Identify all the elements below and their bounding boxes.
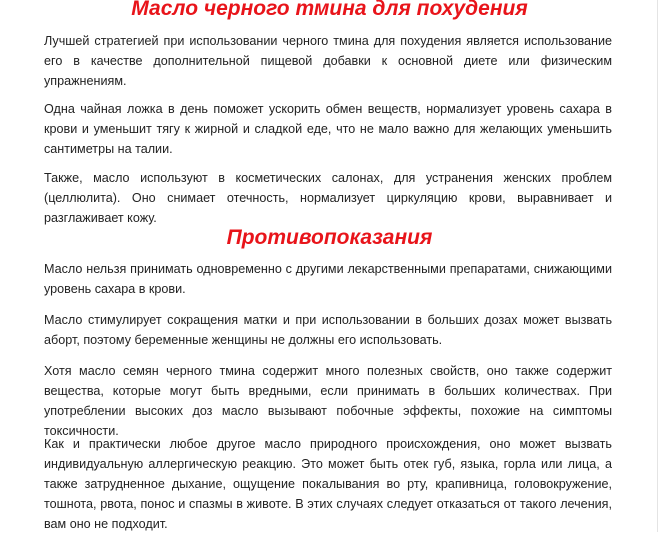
paragraph-toxicity-warning: Хотя масло семян черного тмина содержит много полезных свойств, оно также содержит вещества, которые могут быть вредными, если принимать в больших количествах. При употреблении высоких доз масло вызывают побочные эффекты, похожие на симптомы токсичности. — [44, 364, 612, 438]
section-heading-weight-loss: Масло черного тмина для похудения — [131, 0, 528, 20]
paragraph-drug-interaction: Масло нельзя принимать одновременно с другими лекарственными препаратами, снижающими уровень сахара в крови. — [44, 262, 612, 296]
paragraph-strategy: Лучшей стратегией при использовании черного тмина для похудения является использование его в качестве дополнительной пищевой добавки к основной диете или физическим упражнениям. — [44, 34, 612, 88]
section-heading-contraindications: Противопоказания — [226, 226, 433, 249]
paragraph-allergy-warning: Как и практически любое другое масло природного происхождения, оно может вызвать индивидуальную аллергическую реакцию. Это может быть отек губ, языка, горла или лица, а также затрудненное дыхание, ощущение покалывания во рту, крапивница, головокружение, тошнота, рвота, понос и спазмы в животе. В этих случаях следует отказаться от такого лечения, вам оно не подходит. — [44, 437, 612, 531]
right-edge-divider — [657, 0, 658, 532]
paragraph-pregnancy-warning: Масло стимулирует сокращения матки и при использовании в больших дозах может вызвать аборт, поэтому беременные женщины не должны его использовать. — [44, 313, 612, 347]
paragraph-daily-dose: Одна чайная ложка в день поможет ускорить обмен веществ, нормализует уровень сахара в крови и уменьшит тягу к жирной и сладкой еде, что не мало важно для желающих уменьшить сантиметры на талии. — [44, 102, 612, 156]
paragraph-cosmetic-use: Также, масло используют в косметических салонах, для устранения женских проблем (целлюлита). Оно снимает отечность, нормализует циркуляцию крови, выравнивает и разглаживает кожу. — [44, 171, 612, 225]
